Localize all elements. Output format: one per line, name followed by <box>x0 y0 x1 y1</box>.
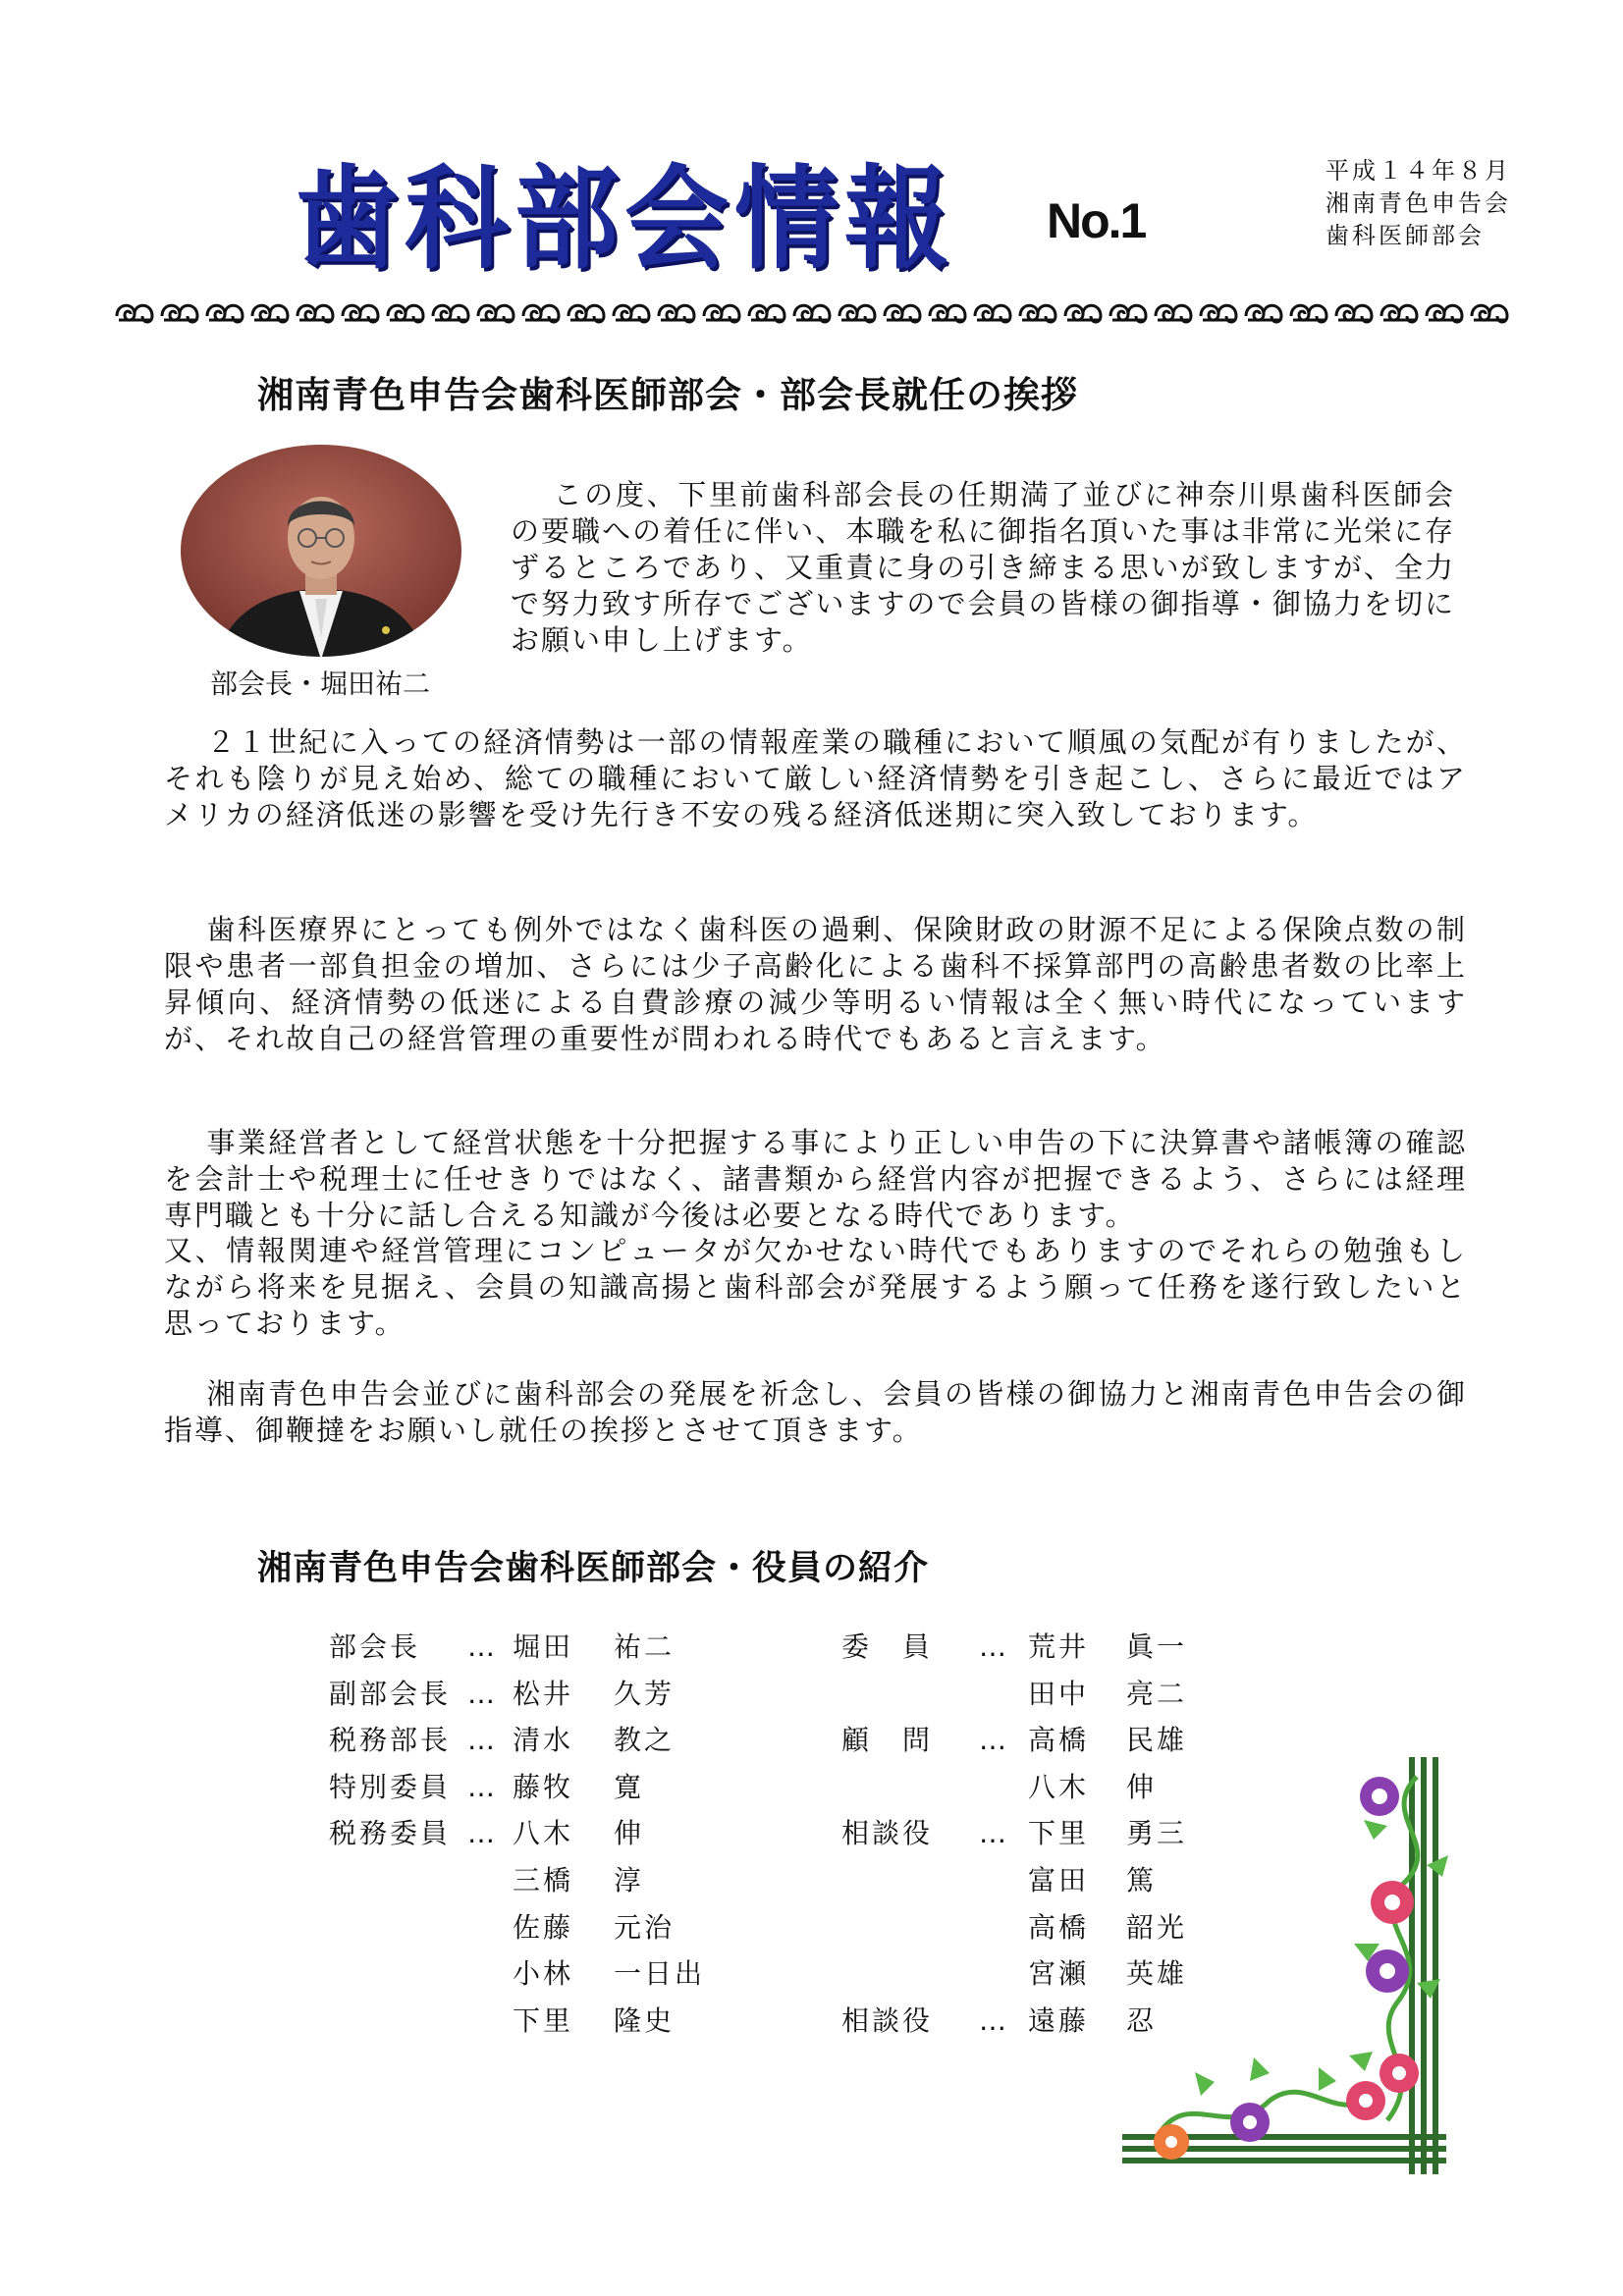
body-paragraph: 湘南青色申告会並びに歯科部会の発展を祈念し、会員の皆様の御協力と湘南青色申告会の御指導、御鞭撻をお願いし就任の挨拶とさせて頂きます。 <box>164 1377 1467 1447</box>
officer-surname: 松井 <box>513 1677 574 1710</box>
ornament-unit <box>523 305 559 322</box>
officer-surname: 下里 <box>1028 1817 1090 1850</box>
ornament-unit <box>388 305 423 322</box>
officer-surname: 下里 <box>513 2003 574 2037</box>
officer-given: 英雄 <box>1126 1957 1188 1991</box>
officer-sep: … <box>467 1677 498 1710</box>
body-paragraph: ２１世紀に入っての経済情勢は一部の情報産業の職種において順風の気配が有りましたが、それも陰りが見え始め、総ての職種において厳しい経済情勢を引き起こし、さらに最近ではアメリカの経済低迷の影響を受け先行き不安の残る経済低迷期に突入致しております。 <box>164 725 1467 831</box>
ornament-unit <box>1065 305 1101 322</box>
officer-sep: … <box>979 2003 1009 2037</box>
ornament-unit <box>298 305 333 322</box>
officer-surname: 高橋 <box>1028 1724 1090 1757</box>
officer-given: 久芳 <box>614 1677 676 1710</box>
greeting-heading: 湘南青色申告会歯科医師部会・部会長就任の挨拶 <box>257 374 1078 416</box>
ornament-unit <box>930 305 965 322</box>
chairman-portrait <box>178 442 464 660</box>
body-paragraph: 歯科医療界にとっても例外ではなく歯科医の過剰、保険財政の財源不足による保険点数の制限や患者一部負担金の増加、さらには少子高齢化による歯科不採算部門の高齢患者数の比率上昇傾向、経済情勢の低迷による自費診療の減少等明るい情報は全く無い時代になっていますが、それ故自己の経営管理の重要性が問われる時代でもあると言えます。 <box>164 913 1467 1055</box>
officer-role: 税務委員 <box>329 1817 452 1850</box>
ornament-unit <box>343 305 378 322</box>
officer-given: 隆史 <box>614 2003 676 2037</box>
ornament-unit <box>659 305 694 322</box>
officer-surname: 三橋 <box>513 1864 574 1896</box>
ornament-unit <box>162 305 197 322</box>
ornament-unit <box>1427 305 1462 322</box>
officer-surname: 清水 <box>513 1724 574 1757</box>
publisher-dept: 歯科医師部会 <box>1325 222 1485 249</box>
ornament-unit <box>614 305 649 322</box>
officer-given: 一日出 <box>614 1957 706 1991</box>
body-paragraph: 事業経営者として経営状態を十分把握する事により正しい申告の下に決算書や諸帳簿の確認を会計士や税理士に任せきりではなく、諸書類から経営内容が把握できるよう、さらには経理専門職とも十分に話し合える知識が今後は必要となる時代であります。 <box>164 1126 1467 1232</box>
morning-glory-corner-decoration <box>1122 1757 1456 2174</box>
ornament-unit <box>885 305 920 322</box>
ornament-unit <box>1110 305 1146 322</box>
ornament-unit <box>1246 305 1281 322</box>
officer-surname: 高橋 <box>1028 1910 1090 1944</box>
officer-given: 眞一 <box>1126 1630 1188 1663</box>
ornament-unit <box>117 305 152 322</box>
officer-surname: 堀田 <box>513 1630 574 1663</box>
ornament-unit <box>1472 305 1507 322</box>
officer-sep: … <box>979 1724 1009 1757</box>
ornament-unit <box>749 305 784 322</box>
officer-surname: 佐藤 <box>513 1910 574 1944</box>
ornament-unit <box>1291 305 1326 322</box>
officer-given: 篤 <box>1126 1864 1158 1896</box>
officer-surname: 八木 <box>1028 1770 1090 1803</box>
body-paragraph: 又、情報関連や経営管理にコンピュータが欠かせない時代でもありますのでそれらの勉強もしながら将来を見据え、会員の知識高揚と歯科部会が発展するよう願って任務を遂行致したいと思っております。 <box>164 1234 1467 1340</box>
portrait-caption: 部会長・堀田祐二 <box>210 667 431 700</box>
ornament-unit <box>839 305 875 322</box>
ornament-unit <box>568 305 604 322</box>
ornament-unit <box>1020 305 1055 322</box>
ornament-unit <box>1201 305 1236 322</box>
issue-number: No.1 <box>1047 193 1146 248</box>
officer-role: 副部会長 <box>329 1677 452 1710</box>
ornament-unit <box>704 305 739 322</box>
officer-surname: 遠藤 <box>1028 2003 1090 2037</box>
ornament-unit <box>433 305 468 322</box>
officer-sep: … <box>467 1724 498 1757</box>
publication-date: 平成１４年８月 <box>1325 157 1511 185</box>
officer-given: 勇三 <box>1126 1817 1188 1850</box>
officer-given: 元治 <box>614 1910 676 1944</box>
ornament-unit <box>975 305 1010 322</box>
ornament-unit <box>1381 305 1417 322</box>
officer-sep: … <box>979 1817 1009 1850</box>
ornament-divider <box>113 294 1517 330</box>
officer-surname: 小林 <box>513 1957 574 1991</box>
officer-role: 委 員 <box>841 1630 934 1663</box>
ornament-unit <box>794 305 830 322</box>
officer-sep: … <box>467 1817 498 1850</box>
officer-sep: … <box>979 1630 1009 1663</box>
officer-surname: 田中 <box>1028 1677 1090 1710</box>
officer-sep: … <box>467 1630 498 1663</box>
officer-role: 特別委員 <box>329 1770 452 1803</box>
officer-role: 顧 問 <box>841 1724 934 1757</box>
officer-given: 忍 <box>1126 2003 1158 2037</box>
officer-given: 伸 <box>614 1817 645 1850</box>
greeting-intro: この度、下里前歯科部会長の任期満了並びに神奈川県歯科医師会の要職への着任に伴い、本職を私に御指名頂いた事は非常に光栄に存ずるところであり、又重責に身の引き締まる思いが致しますが、全力で努力致す所存でございますので会員の皆様の御指導・御協力を切にお願い申し上げます。 <box>511 478 1455 657</box>
officer-surname: 富田 <box>1028 1864 1090 1896</box>
officer-given: 寛 <box>614 1770 645 1803</box>
officer-given: 韶光 <box>1126 1910 1188 1944</box>
officer-given: 亮二 <box>1126 1677 1188 1710</box>
ornament-unit <box>252 305 288 322</box>
publisher-org: 湘南青色申告会 <box>1325 189 1511 217</box>
ornament-unit <box>1336 305 1372 322</box>
officers-heading: 湘南青色申告会歯科医師部会・役員の紹介 <box>257 1549 930 1588</box>
officer-role: 税務部長 <box>329 1724 452 1757</box>
officer-surname: 宮瀬 <box>1028 1957 1090 1991</box>
officer-surname: 荒井 <box>1028 1630 1090 1663</box>
ornament-unit <box>478 305 514 322</box>
officer-role: 相談役 <box>841 2003 934 2037</box>
officer-given: 教之 <box>614 1724 676 1757</box>
officer-given: 淳 <box>614 1864 645 1896</box>
officer-given: 祐二 <box>614 1630 676 1663</box>
officer-role: 部会長 <box>329 1630 421 1663</box>
officer-role: 相談役 <box>841 1817 934 1850</box>
ornament-unit <box>207 305 243 322</box>
masthead-title: 歯科部会情報 <box>295 153 954 285</box>
officer-surname: 藤牧 <box>513 1770 574 1803</box>
officer-given: 伸 <box>1126 1770 1158 1803</box>
officer-given: 民雄 <box>1126 1724 1188 1757</box>
ornament-unit <box>1156 305 1191 322</box>
officer-sep: … <box>467 1770 498 1803</box>
officer-surname: 八木 <box>513 1817 574 1850</box>
